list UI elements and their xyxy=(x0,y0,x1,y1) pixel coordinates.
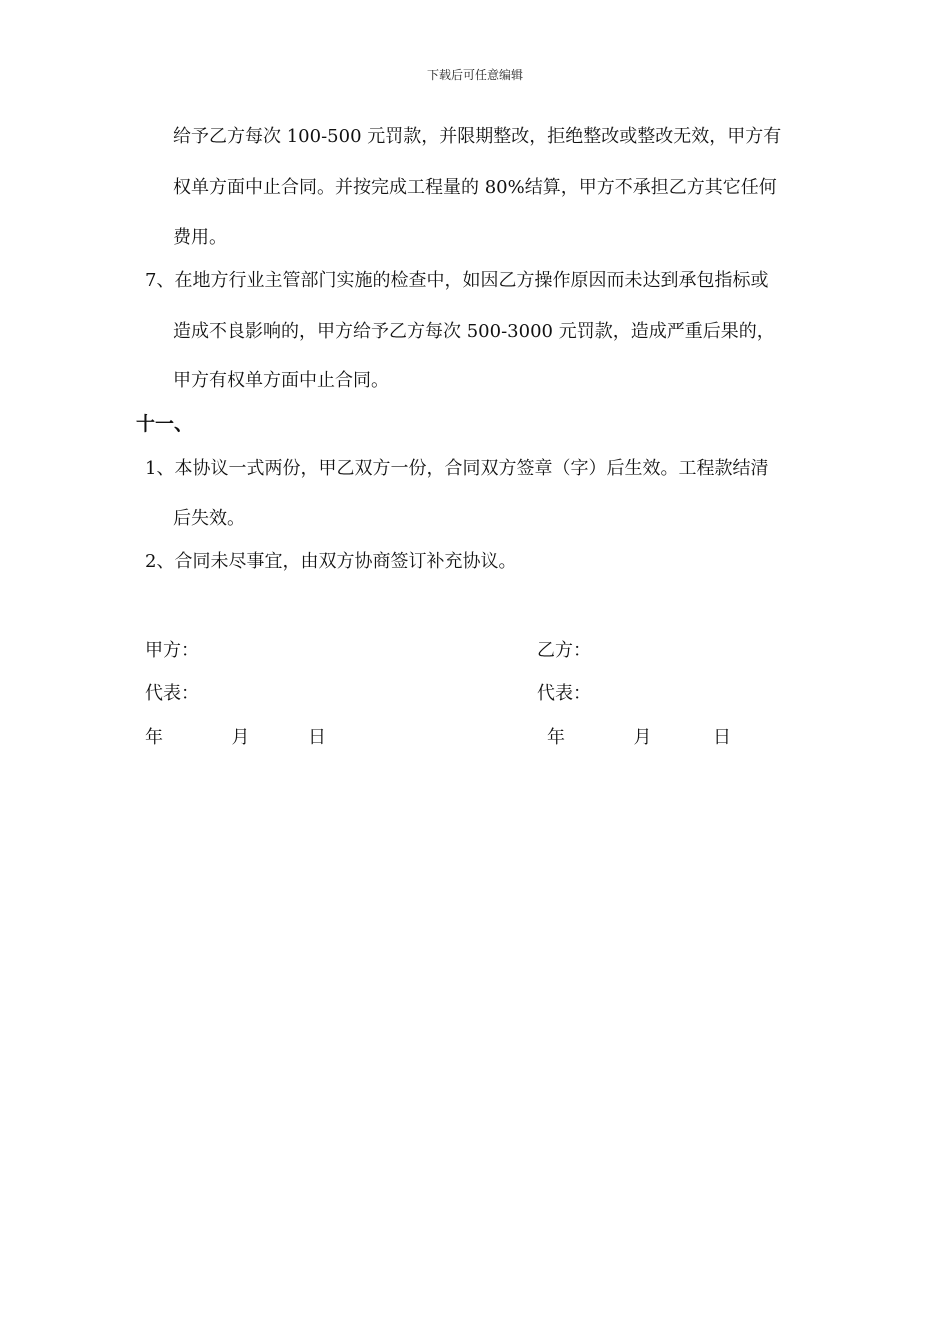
year-label: 年 xyxy=(145,727,163,748)
section-heading: 十一、 xyxy=(136,413,194,435)
month-label: 月 xyxy=(633,727,652,748)
clause-2: 2、合同未尽事宜，由双方协商签订补充协议。 xyxy=(145,551,517,572)
representative-a-label: 代表： xyxy=(145,683,199,704)
page-header: 下载后可任意编辑 xyxy=(426,68,523,82)
clause-7: 7、在地方行业主管部门实施的检查中，如因乙方操作原因而未达到承包指标或 xyxy=(145,270,769,291)
paragraph-line: 甲方有权单方面中止合同。 xyxy=(173,370,389,391)
month-label: 月 xyxy=(231,727,250,748)
paragraph-line: 后失效。 xyxy=(173,508,245,529)
representative-b-label: 代表： xyxy=(537,683,591,704)
day-label: 日 xyxy=(307,727,326,748)
clause-1: 1、本协议一式两份，甲乙双方一份，合同双方签章（字）后生效。工程款结清 xyxy=(145,458,769,479)
day-label: 日 xyxy=(712,727,731,748)
paragraph-line: 造成不良影响的，甲方给予乙方每次 500-3000 元罚款，造成严重后果的， xyxy=(173,321,775,342)
date-b xyxy=(547,726,731,750)
year-label: 年 xyxy=(547,727,565,748)
paragraph-line: 权单方面中止合同。并按完成工程量的 80%结算，甲方不承担乙方其它任何 xyxy=(173,177,777,198)
paragraph-line: 给予乙方每次 100-500 元罚款，并限期整改，拒绝整改或整改无效，甲方有 xyxy=(173,126,782,147)
date-a xyxy=(145,726,326,750)
paragraph-line: 费用。 xyxy=(173,227,227,248)
party-a-label: 甲方： xyxy=(145,640,199,661)
party-b-label: 乙方： xyxy=(537,640,591,661)
